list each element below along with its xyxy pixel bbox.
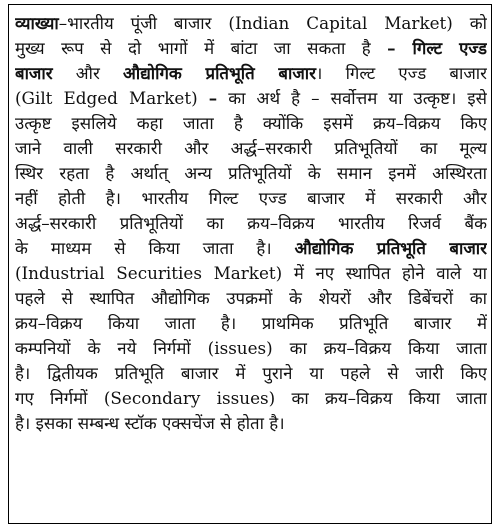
text-line [15,211,487,236]
text-line [15,136,487,161]
text-segment: अर्द्ध–सरकारी प्रतिभूतियों का क्रय–विक्रय भारतीय रिजर्व बैंक [15,213,487,233]
text-segment: है। इसका सम्बन्ध स्टॉक एक्सचेंज से होता है। [15,413,285,433]
text-segment: (Gilt Edged Market) [15,88,209,108]
text-box [8,4,492,524]
text-segment: मुख्य रूप से दो भागों में बांटा जा सकता है [15,38,388,58]
text-line [15,286,487,311]
text-segment: है। द्वितीयक प्रतिभूति बाजार में पुराने या पहले से जारी किए [15,363,487,383]
text-line [15,361,487,386]
text-line [15,36,487,61]
text-segment: गए निर्गमों (Secondary issues) का क्रय–विक्रय किया जाता [15,388,487,408]
bold-text-segment: बाजार [15,63,53,83]
text-segment: (Industrial Securities Market) में नए स्थापित होने वाले या [15,263,487,283]
text-segment: और [52,63,124,83]
text-segment: –भारतीय पूंजी बाजार (Indian Capital Market) को [58,13,487,33]
text-line [15,311,487,336]
text-line [15,336,487,361]
text-segment: । गिल्ट एज्ड बाजार [316,63,487,83]
bold-text-segment: व्याख्या [15,13,59,33]
text-line [15,236,487,261]
text-line [15,411,487,436]
text-line [15,186,487,211]
text-line [15,111,487,136]
text-line [15,386,487,411]
text-segment: कम्पनियों के नये निर्गमों (issues) का क्रय–विक्रय किया जाता [15,338,487,358]
text-segment: स्थिर रहता है अर्थात् अन्य प्रतिभूतियों के समान इनमें अस्थिरता [15,163,487,183]
bold-text-segment: – [208,88,218,108]
text-segment: का अर्थ है – सर्वोत्तम या उत्कृष्ट। इसे [217,88,487,108]
text-line [15,161,487,186]
text-line [15,11,487,36]
text-segment: पहले से स्थापित औद्योगिक उपक्रमों के शेयरों और डिबेंचरों का [15,288,487,308]
bold-text-segment: – गिल्ट एज्ड [387,38,487,58]
text-segment: जाने वाली सरकारी और अर्द्ध–सरकारी प्रतिभूतियों का मूल्य [15,138,487,158]
text-segment: उत्कृष्ट इसलिये कहा जाता है क्योंकि इसमें क्रय–विक्रय किए [15,113,487,133]
text-line [15,86,487,111]
text-line [15,61,487,86]
bold-text-segment: औद्योगिक प्रतिभूति बाजार [123,63,317,83]
text-segment: क्रय–विक्रय किया जाता है। प्राथमिक प्रतिभूति बाजार में [15,313,487,333]
text-segment: नहीं होती है। भारतीय गिल्ट एज्ड बाजार में सरकारी और [15,188,487,208]
bold-text-segment: औद्योगिक प्रतिभूति बाजार [294,238,487,258]
text-segment: के माध्यम से किया जाता है। [15,238,295,258]
explanation-paragraph [15,11,487,436]
text-line [15,261,487,286]
